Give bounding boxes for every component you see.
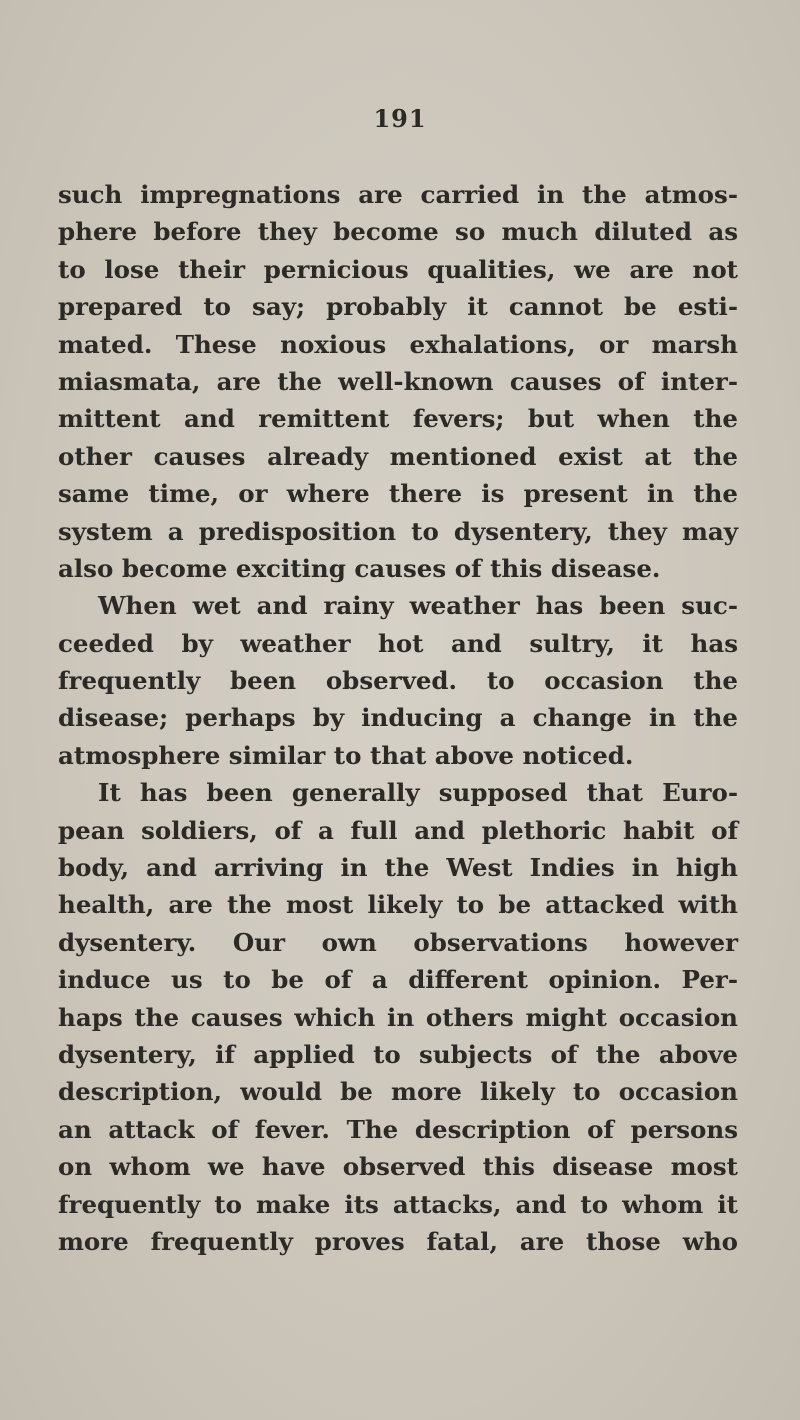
text-line: prepared to say; probably it cannot be esti- [58,292,738,322]
paragraph-start-line: It has been generally supposed that Euro- [98,778,738,808]
text-line: mated. These noxious exhalations, or marsh [58,329,738,359]
text-line: dysentery. Our own observations however [58,927,738,957]
text-line: frequently been observed. to occasion the [58,666,738,696]
text-line: atmosphere similar to that above noticed. [58,740,634,770]
text-line: health, are the most likely to be attacked with [58,890,738,920]
text-line: ceeded by weather hot and sultry, it has [58,628,738,658]
text-line: induce us to be of a different opinion. Per- [58,965,738,995]
text-line: frequently to make its attacks, and to whom it [58,1189,738,1219]
text-line: system a predisposition to dysentery, they may [58,516,738,546]
text-line: phere before they become so much diluted as [58,217,738,247]
text-line: description, would be more likely to occasion [58,1077,738,1107]
text-line: to lose their pernicious qualities, we are not [58,254,738,284]
text-line: on whom we have observed this disease most [58,1152,738,1182]
text-line: body, and arriving in the West Indies in high [58,853,738,883]
text-line: such impregnations are carried in the atmos- [58,180,738,209]
text-line: miasmata, are the well-known causes of inter- [58,366,738,396]
text-line: more frequently proves fatal, are those who [58,1226,738,1256]
text-line: other causes already mentioned exist at the [58,441,738,471]
text-line: same time, or where there is present in the [58,479,738,509]
text-line: dysentery, if applied to subjects of the above [58,1039,738,1069]
body-text [58,176,738,1260]
paragraph-start-line: When wet and rainy weather has been suc- [98,591,738,621]
text-line: disease; perhaps by inducing a change in the [58,703,738,733]
text-line: also become exciting causes of this disease. [58,553,661,583]
text-line: an attack of fever. The description of persons [58,1114,738,1144]
text-line: mittent and remittent fevers; but when the [58,404,738,434]
text-line: haps the causes which in others might occasion [58,1002,738,1032]
text-line: pean soldiers, of a full and plethoric habit of [58,815,738,845]
page-number: 191 [373,104,427,133]
